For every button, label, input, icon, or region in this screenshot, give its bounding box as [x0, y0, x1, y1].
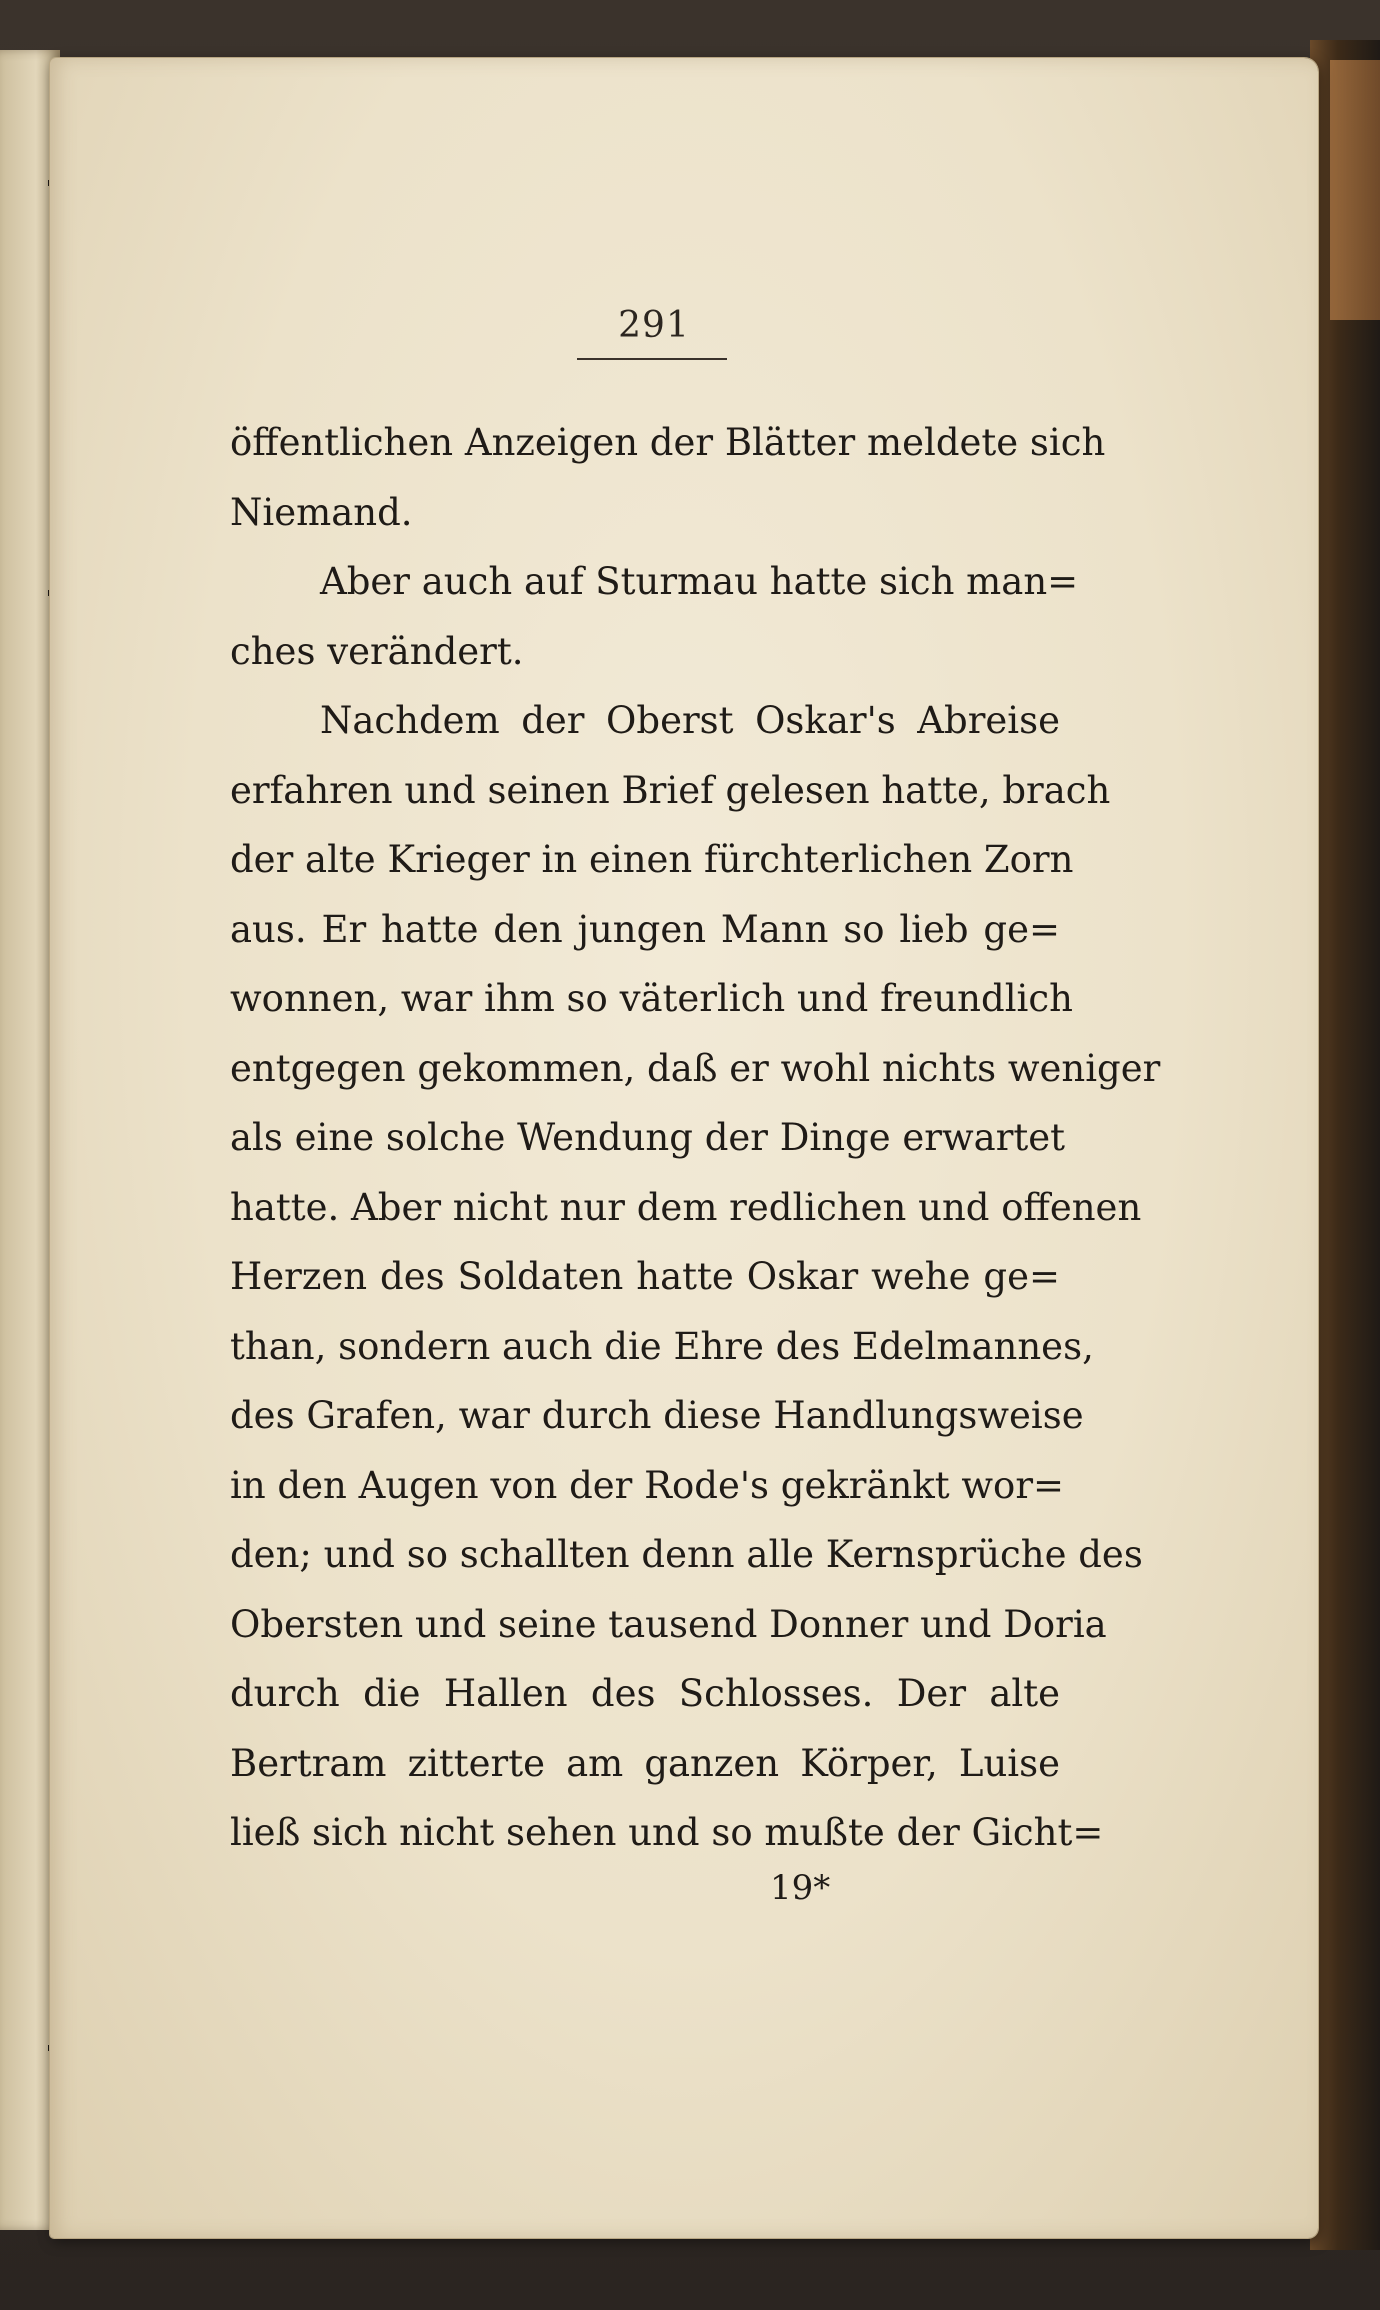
text-line: der alte Krieger in einen fürchterlichen Zorn — [230, 838, 1074, 881]
text-line: den; und so schallten denn alle Kernsprüche des — [230, 1533, 1143, 1576]
page-number: 291 — [618, 305, 690, 346]
text-line: des Grafen, war durch diese Handlungsweise — [230, 1394, 1084, 1437]
text-line: Bertram zitterte am ganzen Körper, Luise — [230, 1741, 1060, 1785]
text-line: entgegen gekommen, daß er wohl nichts weniger — [230, 1046, 1161, 1090]
book-cover-edge — [1310, 40, 1380, 2250]
text-line: Aber auch auf Sturmau hatte sich man= — [320, 560, 1079, 603]
signature-mark: 19* — [770, 1868, 831, 1908]
text-line: Niemand. — [230, 490, 413, 534]
text-line: Obersten und seine tausend Donner und Doria — [230, 1602, 1107, 1646]
body-text — [230, 408, 1161, 1868]
text-line: in den Augen von der Rode's gekränkt wor= — [230, 1463, 1065, 1507]
text-line: Nachdem der Oberst Oskar's Abreise — [320, 699, 1060, 742]
page-number-rule — [577, 358, 727, 360]
text-line: erfahren und seinen Brief gelesen hatte, brach — [230, 768, 1111, 812]
book-cover-wear — [1330, 60, 1380, 320]
text-line: aus. Er hatte den jungen Mann so lieb ge= — [230, 907, 1060, 951]
text-line: hatte. Aber nicht nur dem redlichen und offenen — [230, 1185, 1142, 1229]
text-line: ließ sich nicht sehen und so mußte der Gicht= — [230, 1811, 1104, 1854]
text-line: ches verändert. — [230, 629, 524, 673]
text-line: wonnen, war ihm so väterlich und freundlich — [230, 977, 1073, 1020]
text-line: öffentlichen Anzeigen der Blätter meldete sich — [230, 421, 1106, 464]
text-line: Herzen des Soldaten hatte Oskar wehe ge= — [230, 1255, 1060, 1298]
text-line: als eine solche Wendung der Dinge erwartet — [230, 1116, 1066, 1159]
text-line: than, sondern auch die Ehre des Edelmannes, — [230, 1324, 1094, 1368]
text-line: durch die Hallen des Schlosses. Der alte — [230, 1672, 1060, 1715]
